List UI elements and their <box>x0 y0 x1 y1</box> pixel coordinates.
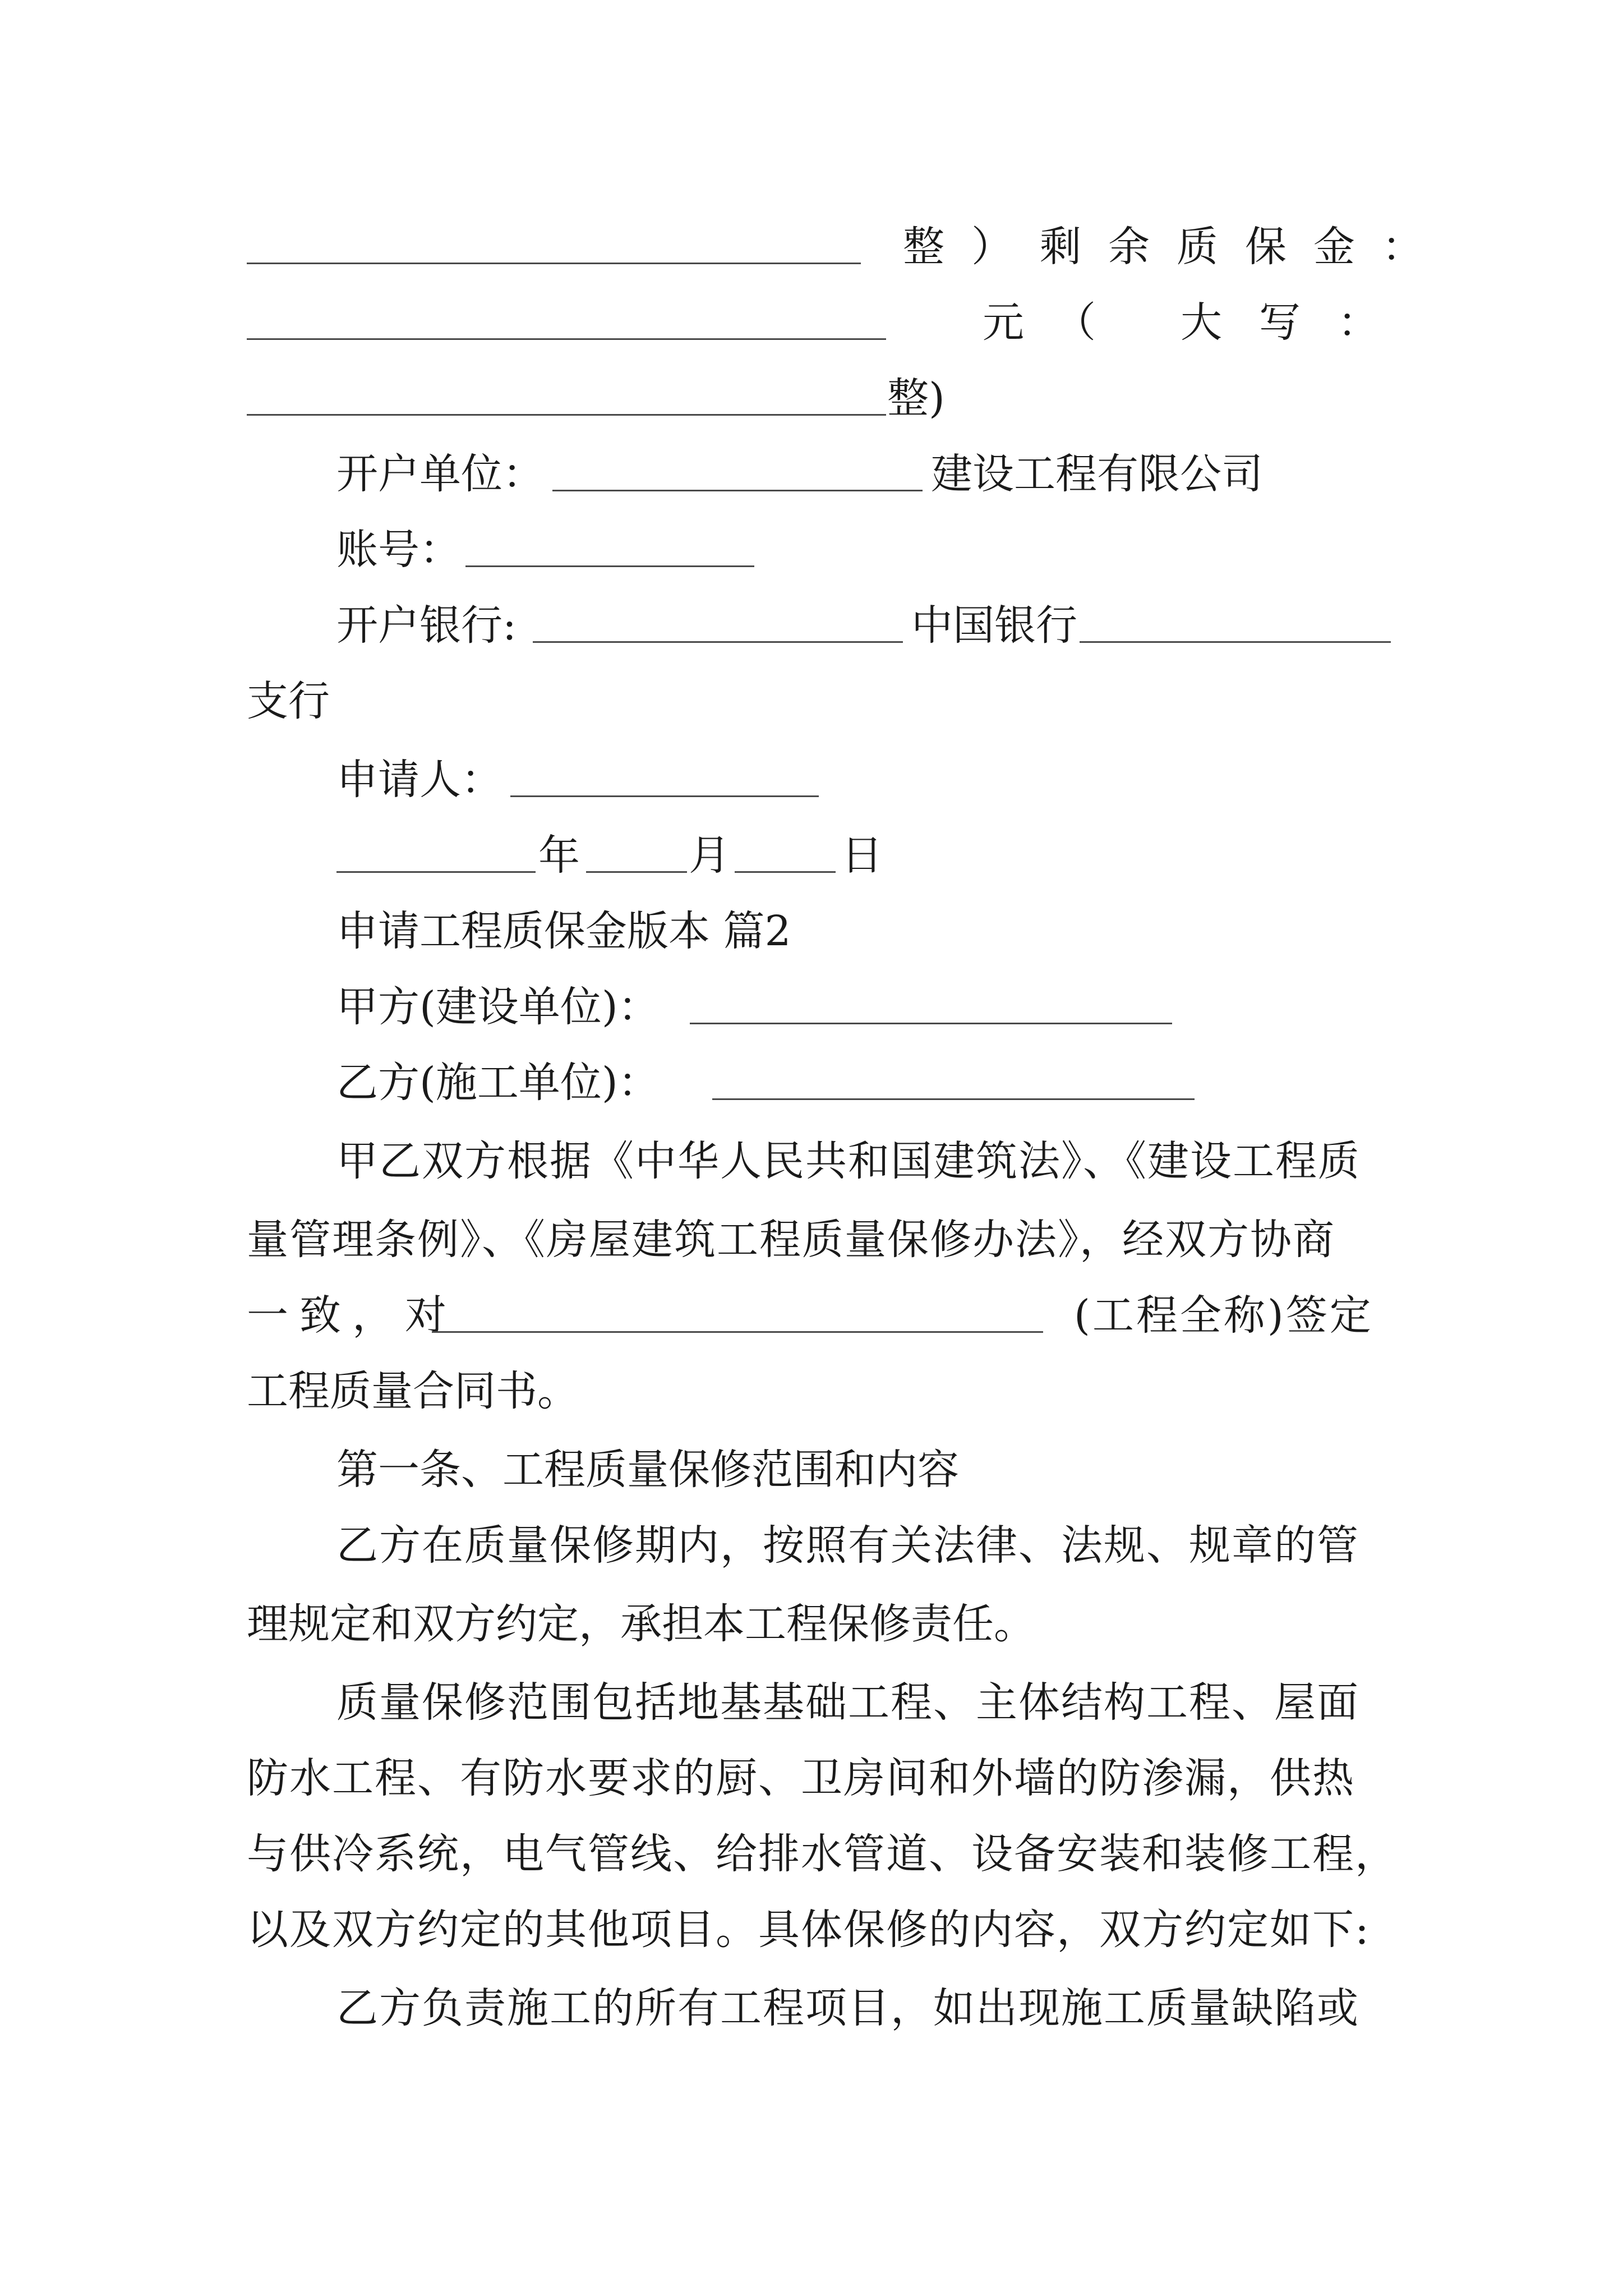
remaining-deposit-label: 整）剩余质保金： <box>903 223 1450 271</box>
para1-line3 <box>0 1282 1623 1349</box>
para3-line1 <box>0 1669 1623 1736</box>
bank-blank-2 <box>1080 641 1391 643</box>
para3-line3 <box>0 1820 1623 1888</box>
para3-text-3: 与供冷系统，电气管线、给排水管道、设备安装和装修工程， <box>247 1830 1398 1878</box>
party-b-label: 乙方(施工单位)： <box>336 1059 660 1107</box>
account-unit-suffix: 建设工程有限公司 <box>931 450 1263 498</box>
party-a-line <box>0 973 1623 1041</box>
year-label: 年 <box>538 831 580 880</box>
para3-text-4: 以及双方约定的其他项目。具体保修的内容，双方约定如下: <box>247 1906 1370 1954</box>
bank-line <box>0 592 1623 659</box>
para3-line4 <box>0 1896 1623 1963</box>
paren-open: （ <box>1054 298 1096 347</box>
para1-line4 <box>0 1358 1623 1425</box>
party-b-blank <box>712 1098 1195 1100</box>
day-label: 日 <box>841 831 883 880</box>
party-a-blank <box>690 1023 1172 1024</box>
para2-line2 <box>0 1590 1623 1658</box>
bank-line-cont <box>0 668 1623 735</box>
para2-text-1: 乙方在质量保修期内，按照有关法律、法规、规章的管 <box>336 1521 1359 1570</box>
applicant-line <box>0 746 1623 813</box>
day-blank <box>735 871 836 873</box>
zheng-label: 整) <box>887 374 945 422</box>
para1-text-1: 甲乙双方根据《中华人民共和国建筑法》、《建设工程质 <box>336 1137 1361 1185</box>
account-unit-line <box>0 440 1623 508</box>
para2-text-2: 理规定和双方约定，承担本工程保修责任。 <box>247 1600 1035 1648</box>
para1-line2 <box>0 1206 1623 1273</box>
daxie-colon: ： <box>1338 298 1379 347</box>
party-a-label: 甲方(建设单位)： <box>336 983 660 1031</box>
daxie-blank <box>247 414 886 416</box>
account-unit-label: 开户单位： <box>336 450 544 498</box>
month-label: 月 <box>689 831 730 880</box>
year-blank <box>336 871 536 873</box>
bank-label: 开户银行: <box>336 601 517 650</box>
article1-line <box>0 1436 1623 1503</box>
para4-text-1: 乙方负责施工的所有工程项目，如出现施工质量缺陷或 <box>336 1984 1359 2032</box>
account-number-label: 账号： <box>336 526 461 574</box>
applicant-blank <box>510 795 819 797</box>
bank-name: 中国银行 <box>911 601 1077 650</box>
yuan-label: 元 <box>983 298 1024 347</box>
section-heading: 申请工程质保金版本 篇2 <box>336 907 791 955</box>
para4-line1 <box>0 1975 1623 2042</box>
para1-text-3b: (工程全称)签定 <box>1074 1291 1373 1340</box>
date-line <box>0 822 1623 889</box>
month-blank <box>586 871 687 873</box>
para1-line1 <box>0 1128 1623 1195</box>
para3-text-1: 质量保修范围包括地基基础工程、主体结构工程、屋面 <box>336 1678 1359 1727</box>
party-b-line <box>0 1049 1623 1116</box>
para2-line1 <box>0 1512 1623 1579</box>
account-number-line <box>0 516 1623 583</box>
para1-text-2: 量管理条例》、《房屋建筑工程质量保修办法》，经双方协商 <box>247 1216 1335 1264</box>
branch-label: 支行 <box>247 677 330 725</box>
para3-text-2: 防水工程、有防水要求的厨、卫房间和外墙的防渗漏，供热 <box>247 1754 1355 1802</box>
section-heading-line <box>0 898 1623 965</box>
amount-blank <box>247 263 861 264</box>
account-unit-blank <box>552 490 923 491</box>
project-name-blank <box>432 1331 1043 1333</box>
para1-text-3a: 一致，对 <box>247 1291 458 1340</box>
para3-line2 <box>0 1745 1623 1812</box>
daxie-char-1: 大 <box>1181 298 1222 347</box>
daxie-amount-line <box>0 365 1623 432</box>
daxie-char-2: 写 <box>1259 298 1301 347</box>
account-number-blank <box>465 565 754 567</box>
para1-text-4: 工程质量合同书。 <box>247 1367 579 1415</box>
yuan-line <box>0 289 1623 356</box>
article1-heading: 第一条、工程质量保修范围和内容 <box>336 1446 959 1494</box>
applicant-label: 申请人： <box>336 756 502 804</box>
bank-blank-1 <box>533 641 903 643</box>
remaining-deposit-line <box>0 213 1623 280</box>
yuan-blank <box>247 338 886 340</box>
